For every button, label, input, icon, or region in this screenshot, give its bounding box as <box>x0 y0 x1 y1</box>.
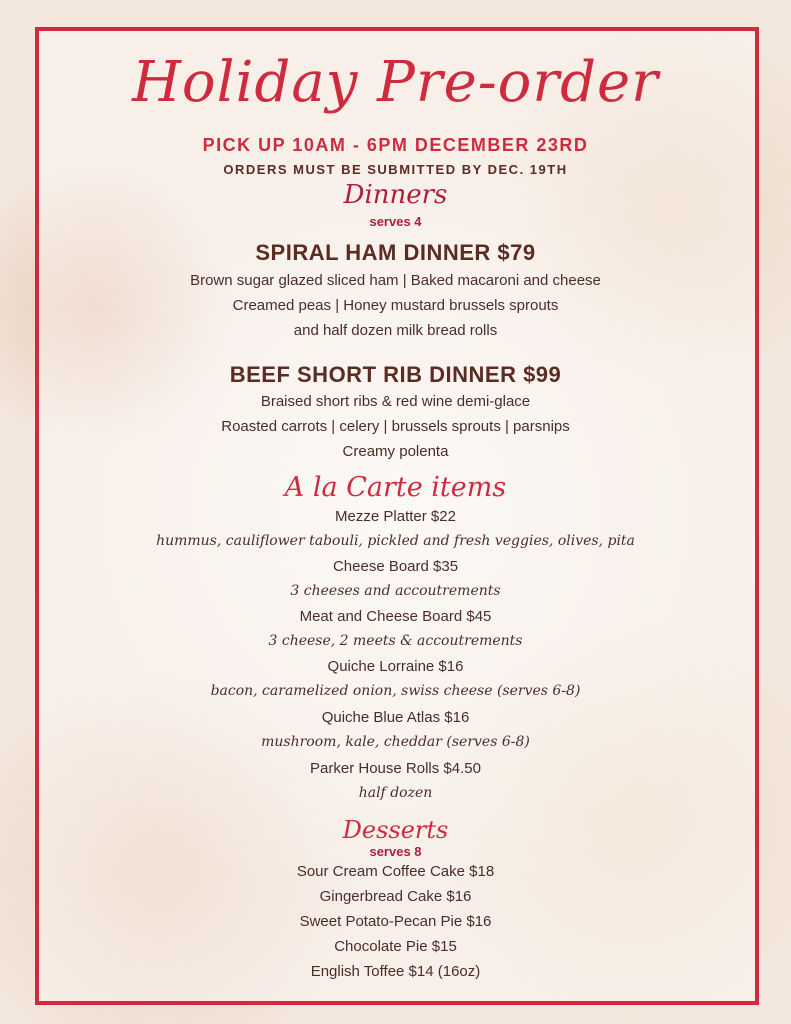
carte-item-name: Mezze Platter $22 <box>335 508 456 525</box>
page-title: Holiday Pre-order <box>132 50 659 115</box>
carte-item-name: Quiche Blue Atlas $16 <box>321 709 470 726</box>
carte-item-desc: 3 cheese, 2 meets & accoutrements <box>268 633 523 649</box>
dish-line: and half dozen milk bread rolls <box>293 322 498 339</box>
carte-item-desc: mushroom, kale, cheddar (serves 6-8) <box>261 734 530 750</box>
carte-item-desc: half dozen <box>358 785 433 801</box>
pickup-time: PICK UP 10AM - 6PM DECEMBER 23RD <box>202 135 589 155</box>
dessert-item: Sour Cream Coffee Cake $18 <box>296 863 495 880</box>
carte-item-name: Meat and Cheese Board $45 <box>299 608 492 625</box>
order-deadline: ORDERS MUST BE SUBMITTED BY DEC. 19TH <box>223 162 568 177</box>
dish-beef-short-rib: BEEF SHORT RIB DINNER $99 <box>229 362 562 387</box>
dessert-item: English Toffee $14 (16oz) <box>310 963 481 980</box>
dish-spiral-ham: SPIRAL HAM DINNER $79 <box>255 240 536 265</box>
dessert-item: Sweet Potato-Pecan Pie $16 <box>299 913 492 930</box>
dish-line: Roasted carrots | celery | brussels sprouts | parsnips <box>221 418 570 435</box>
dish-line: Creamy polenta <box>342 443 449 460</box>
carte-item-name: Parker House Rolls $4.50 <box>310 760 481 777</box>
carte-item-name: Cheese Board $35 <box>332 558 459 575</box>
section-heading-a-la-carte: A la Carte items <box>284 472 507 503</box>
dish-line: Creamed peas | Honey mustard brussels sprouts <box>232 297 559 314</box>
desserts-serves: serves 8 <box>369 844 422 859</box>
carte-item-desc: hummus, cauliflower tabouli, pickled and fresh veggies, olives, pita <box>156 533 635 549</box>
carte-item-desc: 3 cheeses and accoutrements <box>290 583 501 599</box>
dessert-item: Gingerbread Cake $16 <box>319 888 472 905</box>
carte-item-desc: bacon, caramelized onion, swiss cheese (serves 6-8) <box>210 683 581 699</box>
dessert-item: Chocolate Pie $15 <box>334 938 457 955</box>
section-heading-dinners: Dinners <box>343 180 448 210</box>
section-heading-desserts: Desserts <box>342 816 449 844</box>
dinners-serves: serves 4 <box>369 214 422 229</box>
dish-line: Brown sugar glazed sliced ham | Baked macaroni and cheese <box>190 272 601 289</box>
carte-item-name: Quiche Lorraine $16 <box>327 658 464 675</box>
dish-line: Braised short ribs & red wine demi-glace <box>260 393 531 410</box>
